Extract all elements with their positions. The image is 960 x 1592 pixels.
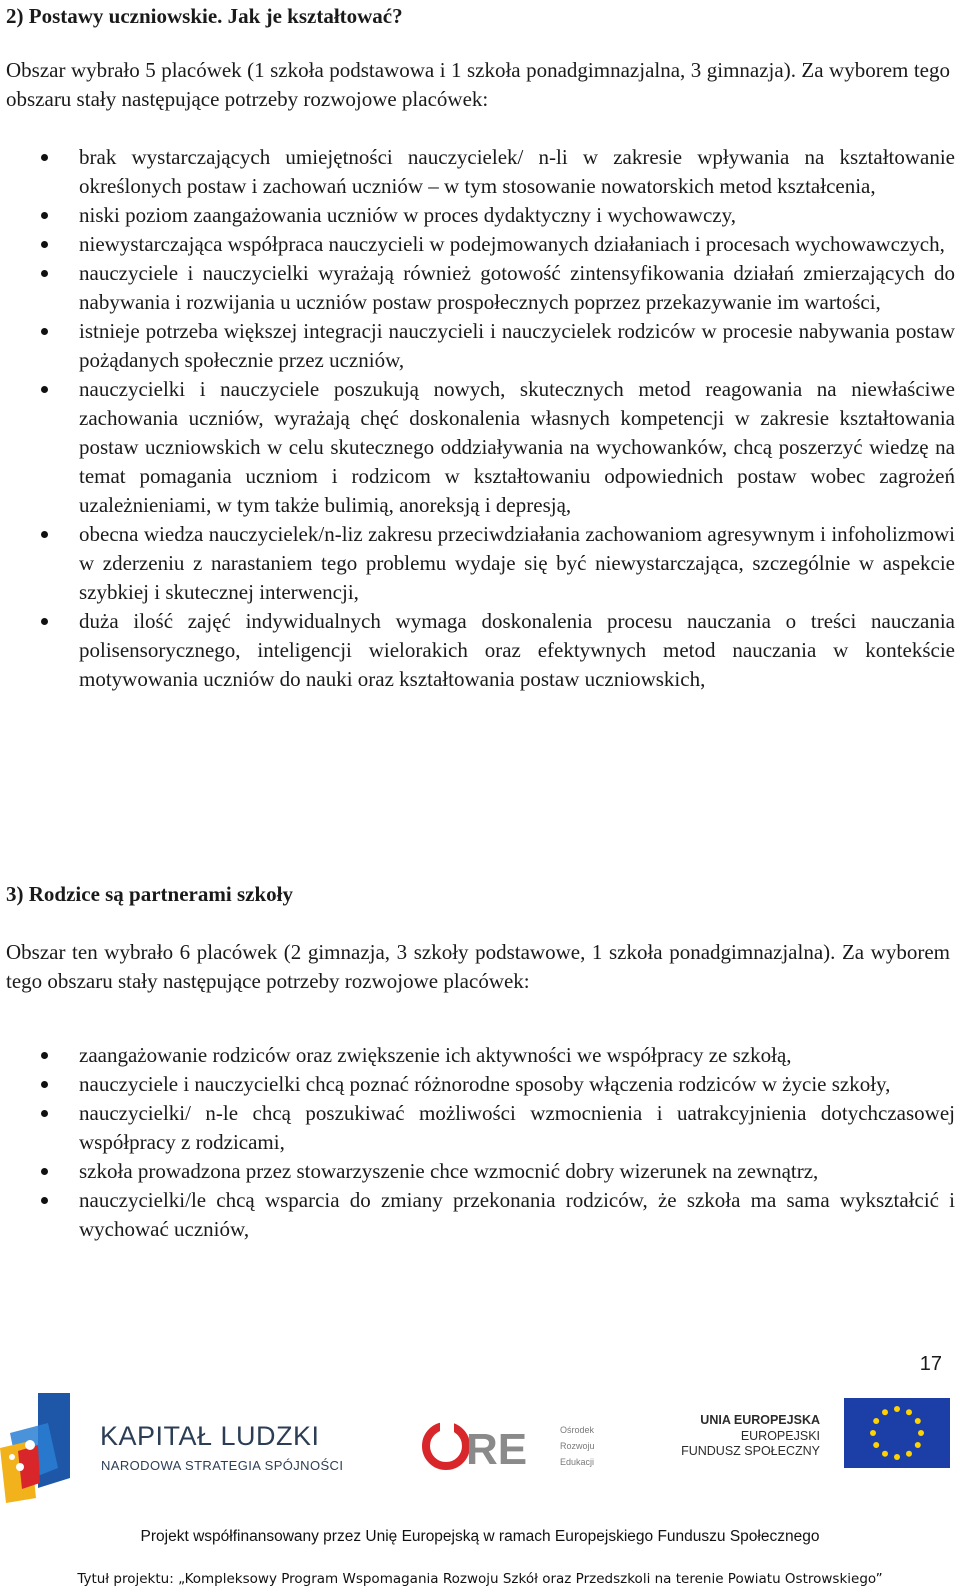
section-2-list — [0, 143, 960, 694]
eu-line-3: FUNDUSZ SPOŁECZNY — [681, 1444, 820, 1458]
ore-logo — [420, 1418, 600, 1478]
list-item: brak wystarczających umiejętności nauczycielek/ n-li w zakresie wpływania na kształtowanie określonych postaw i zachowań uczniów – w tym stosowanie nowatorskich metod kształcenia, — [0, 143, 960, 201]
bullet-icon — [41, 386, 48, 393]
kapital-ludzki-title: KAPITAŁ LUDZKI — [100, 1421, 320, 1451]
bullet-icon — [41, 1168, 48, 1175]
eu-star-icon — [882, 1409, 888, 1415]
bullet-icon — [41, 1197, 48, 1204]
page-number: 17 — [919, 1353, 942, 1375]
bullet-icon — [41, 618, 48, 625]
kapital-ludzki-logo — [0, 1393, 370, 1503]
bullet-icon — [41, 241, 48, 248]
bullet-icon — [41, 328, 48, 335]
section-2-intro: Obszar wybrało 5 placówek (1 szkoła podstawowa i 1 szkoła ponadgimnazjalna, 3 gimnazja). Za wyborem tego obszaru stały następujące potrzeby rozwojowe placówek: — [6, 58, 950, 111]
list-item: niewystarczająca współpraca nauczycieli w podejmowanych działaniach i procesach wychowawczych, — [0, 230, 960, 259]
eu-line-1: UNIA EUROPEJSKA — [700, 1413, 820, 1427]
list-item: nauczycielki/ n-le chcą poszukiwać możliwości wzmocnienia i uatrakcyjnienia dotychczasowej współpracy z rodzicami, — [0, 1099, 960, 1157]
eu-flag-icon — [844, 1398, 950, 1468]
ore-line-3: Edukacji — [560, 1457, 595, 1467]
eu-star-icon — [873, 1418, 879, 1424]
ore-emblem-icon — [420, 1418, 555, 1478]
ore-line-1: Ośrodek — [560, 1425, 595, 1435]
bullet-icon — [41, 531, 48, 538]
bullet-icon — [41, 1110, 48, 1117]
eu-star-icon — [915, 1442, 921, 1448]
section-3-list — [0, 1041, 960, 1244]
footer-project-title: Tytuł projektu: „Kompleksowy Program Wspomagania Rozwoju Szkół oraz Przedszkoli na terenie Powiatu Ostrowskiego” — [77, 1571, 883, 1587]
eu-line-2: EUROPEJSKI — [740, 1429, 820, 1443]
eu-star-icon — [915, 1418, 921, 1424]
footer-project-line: Projekt współfinansowany przez Unię Europejską w ramach Europejskiego Funduszu Społecznego — [140, 1528, 820, 1545]
list-item: obecna wiedza nauczycielek/n-liz zakresu przeciwdziałania zachowaniom agresywnym i infoholizmowi w zderzeniu z narastaniem tego problemu wydaje się być niewystarczająca, szczególnie w aspekcie szybkiej i skutecznej interwencji, — [0, 520, 960, 607]
section-3-heading: 3) Rodzice są partnerami szkoły — [6, 882, 293, 906]
bullet-icon — [41, 1081, 48, 1088]
list-item: nauczycielki/le chcą wsparcia do zmiany przekonania rodziców, że szkoła ma sama wykształcić i wychować uczniów, — [0, 1186, 960, 1244]
list-item: zaangażowanie rodziców oraz zwiększenie ich aktywności we współpracy ze szkołą, — [0, 1041, 960, 1070]
list-item: szkoła prowadzona przez stowarzyszenie chce wzmocnić dobry wizerunek na zewnątrz, — [0, 1157, 960, 1186]
eu-star-icon — [906, 1409, 912, 1415]
bullet-icon — [41, 270, 48, 277]
ore-line-2: Rozwoju — [560, 1441, 595, 1451]
eu-star-icon — [873, 1442, 879, 1448]
list-item: nauczyciele i nauczycielki chcą poznać różnorodne sposoby włączenia rodziców w życie szkoły, — [0, 1070, 960, 1099]
section-2-heading: 2) Postawy uczniowskie. Jak je kształtować? — [6, 4, 403, 28]
list-item: duża ilość zajęć indywidualnych wymaga doskonalenia procesu nauczania o treści nauczania polisensorycznego, inteligencji wielorakich oraz efektywnych metod nauczania w kontekście motywowania uczniów do nauki oraz kształtowania postaw uczniowskich, — [0, 607, 960, 694]
section-3-intro: Obszar ten wybrało 6 placówek (2 gimnazja, 3 szkoły podstawowe, 1 szkoła ponadgimnazjalna). Za wyborem tego obszaru stały następujące potrzeby rozwojowe placówek: — [6, 940, 950, 993]
kapital-ludzki-emblem-icon — [0, 1393, 90, 1503]
eu-star-icon — [894, 1454, 900, 1460]
list-item: nauczyciele i nauczycielki wyrażają również gotowość zintensyfikowania działań zmierzających do nabywania i rozwijania u uczniów postaw prospołecznych poprzez przekazywanie im wartości, — [0, 259, 960, 317]
eu-star-icon — [906, 1451, 912, 1457]
eu-logo — [680, 1398, 955, 1488]
eu-star-icon — [882, 1451, 888, 1457]
eu-star-icon — [870, 1430, 876, 1436]
eu-star-icon — [918, 1430, 924, 1436]
bullet-icon — [41, 212, 48, 219]
bullet-icon — [41, 154, 48, 161]
list-item: istnieje potrzeba większej integracji nauczycieli i nauczycielek rodziców w procesie nabywania postaw pożądanych społecznie przez uczniów, — [0, 317, 960, 375]
svg-text:RE: RE — [466, 1425, 528, 1474]
list-item: niski poziom zaangażowania uczniów w proces dydaktyczny i wychowawczy, — [0, 201, 960, 230]
kapital-ludzki-subtitle: NARODOWA STRATEGIA SPÓJNOŚCI — [101, 1458, 344, 1473]
bullet-icon — [41, 1052, 48, 1059]
list-item: nauczycielki i nauczyciele poszukują nowych, skutecznych metod reagowania na niewłaściwe zachowania uczniów, wyrażają chęć doskonalenia własnych kompetencji w zakresie kształtowania postaw uczniowskich w celu skutecznego oddziaływania na wychowanków, chcą poszerzyć wiedzę na temat pomagania uczniom i rodzicom w kształtowaniu odpowiednich postaw wobec zagrożeń uzależnieniami, w tym także bulimią, anoreksją i depresją, — [0, 375, 960, 520]
eu-star-icon — [894, 1406, 900, 1412]
